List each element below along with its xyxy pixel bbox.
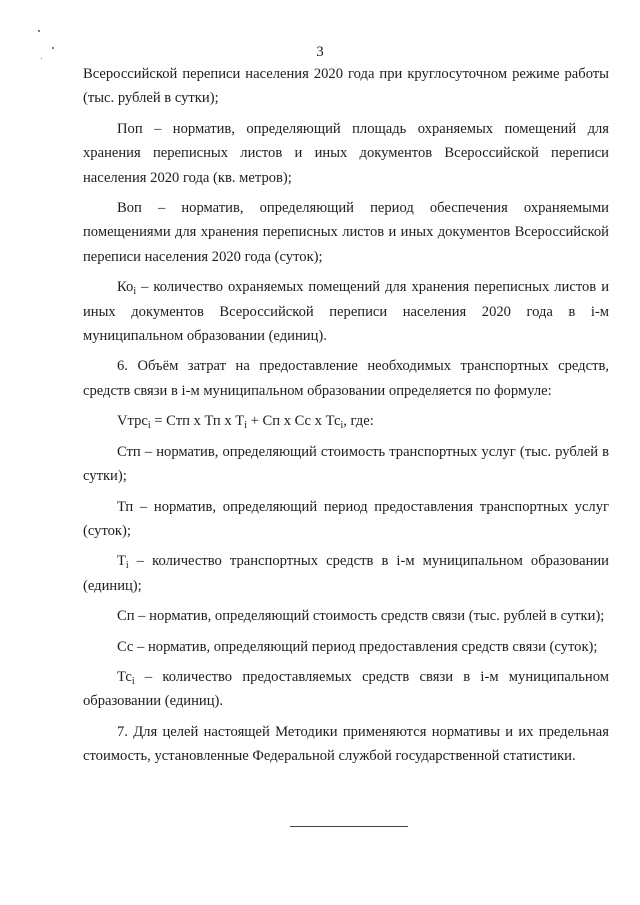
paragraph-ko-definition: $Ко_i$ – количество охраняемых помещений для хранения переписных листов и иных документов Всероссийской переписи населения 2020 года в i-м муниципальном образовании (единиц). bbox=[83, 279, 609, 345]
closing-rule bbox=[290, 826, 408, 827]
formula-line: Vтрс$_i$ = Стп х Тп х $Т_i$ + Сп х Сс х $Тс_i$, где: bbox=[117, 413, 374, 432]
scan-speck bbox=[41, 58, 42, 59]
paragraph-section-6: 6. Объём затрат на предоставление необходимых транспортных средств, средств связи в i-м муниципальном образовании определяется по формуле: bbox=[83, 358, 609, 399]
paragraph-section-7: 7. Для целей настоящей Методики применяются нормативы и их предельная стоимость, установленные Федеральной службой государственной статистики. bbox=[83, 723, 609, 765]
scan-speck bbox=[52, 47, 54, 49]
paragraph-tsi-definition: $Тс_i$ – количество предоставляемых средств связи в i-м муниципальном образовании (единиц). bbox=[83, 668, 609, 710]
paragraph-sp-definition: Сп – норматив, определяющий стоимость средств связи (тыс. рублей в сутки); bbox=[117, 608, 605, 625]
paragraph-ti-definition: $Т_i$ – количество транспортных средств в i-м муниципальном образовании (единиц); bbox=[83, 553, 609, 594]
paragraph-stp-definition: Стп – норматив, определяющий стоимость транспортных услуг (тыс. рублей в сутки); bbox=[83, 443, 609, 485]
paragraph-ss-definition: Сс – норматив, определяющий период предоставления средств связи (суток); bbox=[117, 638, 598, 655]
paragraph-pop-definition: Поп – норматив, определяющий площадь охраняемых помещений для хранения переписных листов и иных документов Всероссийской переписи населения 2020 года (кв. метров); bbox=[83, 120, 609, 186]
scan-speck bbox=[38, 30, 40, 32]
paragraph-tp-definition: Тп – норматив, определяющий период предоставления транспортных услуг (суток); bbox=[83, 498, 609, 539]
document-body bbox=[83, 62, 609, 775]
paragraph-continuation: Всероссийской переписи населения 2020 года при круглосуточном режиме работы (тыс. рублей в сутки); bbox=[83, 66, 609, 107]
paragraph-vop-definition: Воп – норматив, определяющий период обеспечения охраняемыми помещениями для хранения переписных листов и иных документов Всероссийской переписи населения 2020 года (суток); bbox=[83, 200, 609, 265]
page-number: 3 bbox=[316, 44, 324, 60]
